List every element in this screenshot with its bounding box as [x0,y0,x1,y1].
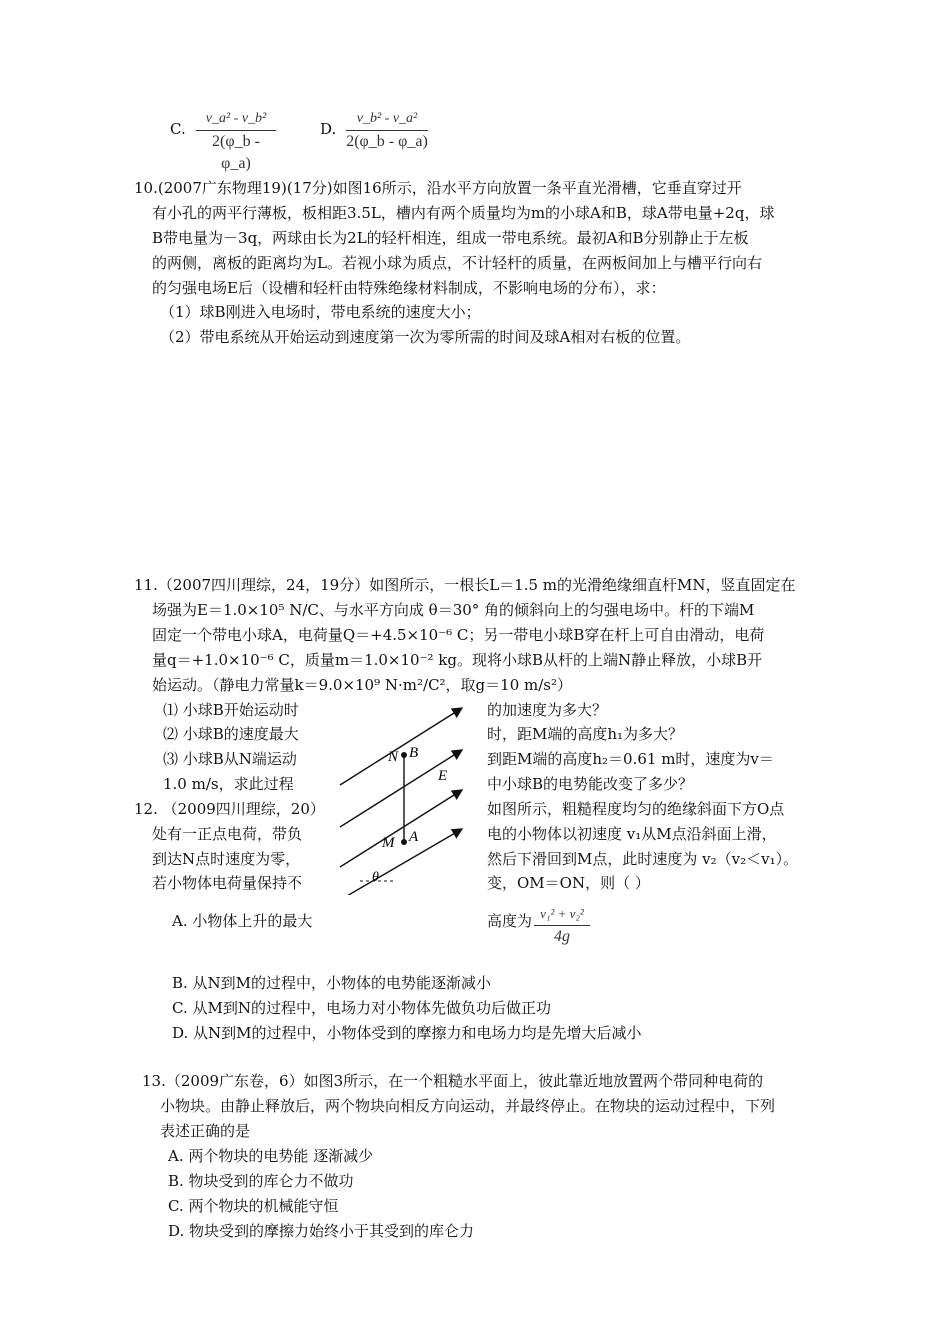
label-b: B [409,745,419,761]
field-line-4 [340,829,462,895]
q12-option-d: D. 从N到M的过程中，小物体受到的摩擦力和电场力均是先增大后减小 [172,1024,642,1042]
label-n: N [388,749,399,765]
q11-right-1: 的加速度为多大？ [487,701,608,719]
q12-right-2: 电的小物体以初速度 v₁从M点沿斜面上滑， [487,825,777,843]
q10-line-4: 的两侧，离板的距离均为L。若视小球为质点，不计轻杆的质量，在两板间加上与槽平行向右 [152,254,762,272]
ball-a [401,839,407,845]
q13-option-b: B. 物块受到的库仑力不做功 [168,1172,354,1190]
q11-left-3: ⑶ 小球B从N端运动 [163,750,297,768]
option-d-numerator: v_b² - v_a² [356,111,418,126]
q12-option-a-fraction [534,905,590,948]
label-a: A [409,829,419,845]
label-theta: θ [372,870,379,885]
option-d-fraction [346,110,428,153]
q12-left-1: 12. （2009四川理综，20） [134,800,325,818]
label-m: M [382,835,395,851]
q12-option-b: B. 从N到M的过程中，小物体的电势能逐渐减小 [172,974,492,992]
q12-option-a-left: A. 小物体上升的最大 [172,912,313,930]
q10-sub-2: （2）带电系统从开始运动到速度第一次为零所需的时间及球A相对右板的位置。 [160,328,691,346]
option-d-label: D. [320,120,337,138]
q11-line-2: 场强为E＝1.0×10⁵ N/C、与水平方向成 θ＝30° 角的倾斜向上的匀强电场中。杆的下端M [152,601,755,619]
q11-line-5: 始运动。（静电力常量k＝9.0×10⁹ N·m²/C²，取g＝10 m/s²） [152,676,573,694]
q12-left-2: 处有一正点电荷，带负 [152,825,303,843]
q10-line-5: 的匀强电场E后（设槽和轻杆由特殊绝缘材料制成，不影响电场的分布），求： [152,279,666,297]
q10-line-1: 10.(2007广东物理19)(17分)如图16所示，沿水平方向放置一条平直光滑槽，它垂直穿过开 [134,179,742,197]
q13-option-a: A. 两个物块的电势能 逐渐减少 [168,1147,374,1165]
q12-option-a-right: 高度为 [487,912,533,930]
option-c-fraction [196,110,276,175]
field-line-2 [340,750,462,827]
label-e: E [438,768,448,784]
field-rod-figure [330,695,480,895]
q10-sub-1: （1）球B刚进入电场时，带电系统的速度大小； [160,303,481,321]
field-line-3 [340,790,462,867]
q11-line-1: 11.（2007四川理综，24，19分）如图所示，一根长L＝1.5 m的光滑绝缘细直杆MN，竖直固定在 [134,576,796,594]
q13-option-d: D. 物块受到的摩擦力始终小于其受到的库仑力 [168,1222,475,1240]
option-c-denominator: 2(φ_b - φ_a) [212,133,260,172]
q11-line-4: 量q＝+1.0×10⁻⁶ C，质量m＝1.0×10⁻² kg。现将小球B从杆的上端N静止释放，小球B开 [152,651,763,669]
q10-line-2: 有小孔的两平行薄板，板相距3.5L，槽内有两个质量均为m的小球A和B，球A带电量+2q，球 [152,204,775,222]
option-d-denominator: 2(φ_b - φ_a) [346,133,428,150]
option-c-numerator: v_a² - v_b² [205,111,267,126]
q11-left-4: 1.0 m/s，求此过程 [163,775,294,793]
q12-right-1: 如图所示，粗糙程度均匀的绝缘斜面下方O点 [487,800,785,818]
q10-line-3: B带电量为－3q，两球由长为2L的轻杆相连，组成一带电系统。最初A和B分别静止于左板 [152,229,749,247]
q12-left-3: 到达N点时速度为零， [152,850,301,868]
q12-option-c: C. 从M到N的过程中，电场力对小物体先做负功后做正功 [172,999,551,1017]
ball-b [401,752,407,758]
q11-right-3: 到距M端的高度h₂＝0.61 m时，速度为v＝ [487,750,774,768]
q12-option-a-numerator: v₁² + v₂² [540,906,584,921]
q12-right-4: 变，OM＝ON，则（ ） [487,874,650,892]
q12-right-3: 然后下滑回到M点，此时速度为 v₂（v₂＜v₁）。 [487,850,799,868]
q11-right-4: 中小球B的电势能改变了多少？ [487,775,694,793]
q11-left-2: ⑵ 小球B的速度最大 [163,725,299,743]
q11-left-1: ⑴ 小球B开始运动时 [163,701,299,719]
option-c-label: C. [170,120,186,138]
q11-right-2: 时，距M端的高度h₁为多大？ [487,725,684,743]
q12-option-a-denominator: 4g [554,928,570,945]
q11-line-3: 固定一个带电小球A，电荷量Q＝+4.5×10⁻⁶ C；另一带电小球B穿在杆上可自由滑动，电荷 [152,626,765,644]
q12-left-4: 若小物体电荷量保持不 [152,874,303,892]
q13-line-2: 小物块。由静止释放后，两个物块向相反方向运动，并最终停止。在物块的运动过程中，下列 [160,1097,776,1115]
q13-line-1: 13.（2009广东卷，6）如图3所示，在一个粗糙水平面上，彼此靠近地放置两个带同种电荷的 [142,1072,764,1090]
q13-line-3: 表述正确的是 [160,1122,251,1140]
q13-option-c: C. 两个物块的机械能守恒 [168,1197,339,1215]
